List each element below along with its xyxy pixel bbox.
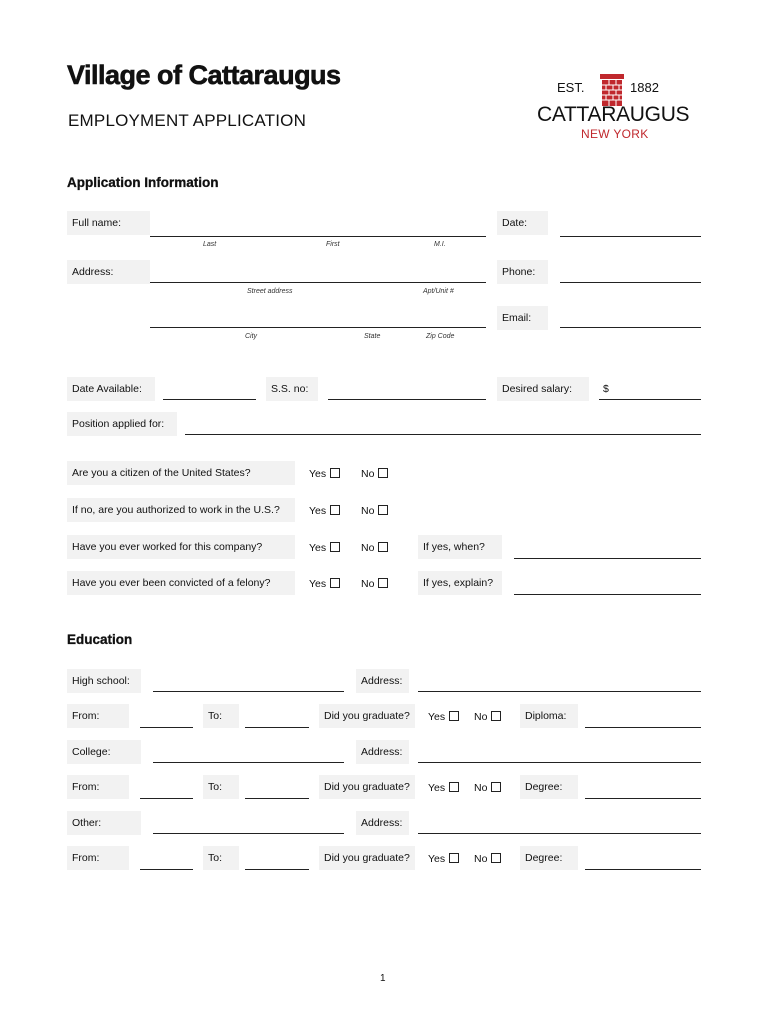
felony-explain-label: If yes, explain? (418, 571, 502, 595)
other-school-field[interactable] (153, 833, 344, 834)
yes-label: Yes (428, 711, 446, 723)
high-school-to-label: To: (203, 704, 239, 728)
phone-field[interactable] (560, 282, 701, 283)
checkbox-icon[interactable] (491, 853, 501, 863)
college-from-field[interactable] (140, 798, 193, 799)
form-subtitle: EMPLOYMENT APPLICATION (68, 111, 307, 130)
college-field[interactable] (153, 762, 344, 763)
question-worked-before: Have you ever worked for this company? (67, 535, 295, 559)
citizen-no-option[interactable] (361, 462, 388, 486)
checkbox-icon[interactable] (330, 542, 340, 552)
checkbox-icon[interactable] (378, 505, 388, 515)
college-to-field[interactable] (245, 798, 309, 799)
other-degree-field[interactable] (585, 869, 701, 870)
no-label: No (474, 782, 488, 794)
dollar-sign: $ (603, 383, 609, 395)
diploma-field[interactable] (585, 727, 701, 728)
college-graduate-label: Did you graduate? (319, 775, 415, 799)
date-available-field[interactable] (163, 399, 256, 400)
date-available-label: Date Available: (67, 377, 155, 401)
other-school-label: Other: (67, 811, 141, 835)
high-school-to-field[interactable] (245, 727, 309, 728)
other-address-field[interactable] (418, 833, 701, 834)
full-name-field[interactable] (150, 236, 486, 237)
high-school-yes-option[interactable] (428, 705, 459, 729)
desired-salary-label: Desired salary: (497, 377, 589, 401)
position-label: Position applied for: (67, 412, 177, 436)
desired-salary-field[interactable] (599, 399, 701, 400)
date-label: Date: (497, 211, 548, 235)
authorized-yes-option[interactable] (309, 499, 340, 523)
chimney-icon (598, 74, 626, 106)
college-yes-option[interactable] (428, 776, 459, 800)
citizen-yes-option[interactable] (309, 462, 340, 486)
worked-no-option[interactable] (361, 536, 388, 560)
street-address-field[interactable] (150, 282, 486, 283)
yes-label: Yes (428, 782, 446, 794)
college-no-option[interactable] (474, 776, 501, 800)
question-citizen: Are you a citizen of the United States? (67, 461, 295, 485)
mi-caption: M.I. (434, 241, 446, 248)
yes-label: Yes (309, 468, 327, 480)
yes-label: Yes (428, 853, 446, 865)
high-school-label: High school: (67, 669, 141, 693)
page-number: 1 (380, 973, 386, 984)
high-school-no-option[interactable] (474, 705, 501, 729)
city-caption: City (245, 333, 258, 340)
no-label: No (361, 578, 375, 590)
college-address-field[interactable] (418, 762, 701, 763)
yes-label: Yes (309, 542, 327, 554)
high-school-field[interactable] (153, 691, 344, 692)
no-label: No (474, 711, 488, 723)
yes-label: Yes (309, 505, 327, 517)
section-heading-education: Education (67, 632, 133, 647)
page-title: Village of Cattaraugus (67, 60, 341, 90)
other-from-field[interactable] (140, 869, 193, 870)
other-address-label: Address: (356, 811, 409, 835)
high-school-graduate-label: Did you graduate? (319, 704, 415, 728)
other-yes-option[interactable] (428, 847, 459, 871)
high-school-address-label: Address: (356, 669, 409, 693)
other-graduate-label: Did you graduate? (319, 846, 415, 870)
no-label: No (361, 468, 375, 480)
high-school-from-label: From: (67, 704, 129, 728)
email-label: Email: (497, 306, 548, 330)
felony-yes-option[interactable] (309, 572, 340, 596)
apt-unit-caption: Apt/Unit # (423, 288, 454, 295)
checkbox-icon[interactable] (449, 711, 459, 721)
worked-when-label: If yes, when? (418, 535, 502, 559)
other-from-label: From: (67, 846, 129, 870)
checkbox-icon[interactable] (330, 468, 340, 478)
logo-est: EST. (557, 80, 585, 95)
checkbox-icon[interactable] (449, 853, 459, 863)
address-label: Address: (67, 260, 150, 284)
diploma-label: Diploma: (520, 704, 578, 728)
logo-year: 1882 (630, 80, 659, 95)
college-label: College: (67, 740, 141, 764)
state-caption: State (364, 333, 381, 340)
other-no-option[interactable] (474, 847, 501, 871)
other-to-label: To: (203, 846, 239, 870)
felony-explain-field[interactable] (514, 594, 701, 595)
logo-name: CATTARAUGUS (537, 103, 690, 126)
college-degree-field[interactable] (585, 798, 701, 799)
checkbox-icon[interactable] (378, 578, 388, 588)
ssn-field[interactable] (328, 399, 486, 400)
worked-when-field[interactable] (514, 558, 701, 559)
college-degree-label: Degree: (520, 775, 578, 799)
section-heading-application: Application Information (67, 175, 219, 190)
college-to-label: To: (203, 775, 239, 799)
no-label: No (361, 505, 375, 517)
checkbox-icon[interactable] (449, 782, 459, 792)
other-degree-label: Degree: (520, 846, 578, 870)
street-address-caption: Street address (247, 288, 293, 295)
authorized-no-option[interactable] (361, 499, 388, 523)
other-to-field[interactable] (245, 869, 309, 870)
question-authorized: If no, are you authorized to work in the U.S.? (67, 498, 295, 522)
last-name-caption: Last (203, 241, 217, 248)
city-state-zip-field[interactable] (150, 327, 486, 328)
position-field[interactable] (185, 434, 701, 435)
checkbox-icon[interactable] (330, 578, 340, 588)
felony-no-option[interactable] (361, 572, 388, 596)
high-school-from-field[interactable] (140, 727, 193, 728)
question-felony: Have you ever been convicted of a felony? (67, 571, 295, 595)
worked-yes-option[interactable] (309, 536, 340, 560)
no-label: No (361, 542, 375, 554)
college-from-label: From: (67, 775, 129, 799)
date-field[interactable] (560, 236, 701, 237)
email-field[interactable] (560, 327, 701, 328)
checkbox-icon[interactable] (491, 711, 501, 721)
full-name-label: Full name: (67, 211, 150, 235)
phone-label: Phone: (497, 260, 548, 284)
first-name-caption: First (326, 241, 340, 248)
zip-caption: Zip Code (426, 333, 455, 340)
checkbox-icon[interactable] (330, 505, 340, 515)
college-address-label: Address: (356, 740, 409, 764)
checkbox-icon[interactable] (378, 542, 388, 552)
logo-state: NEW YORK (581, 127, 649, 141)
ssn-label: S.S. no: (266, 377, 318, 401)
checkbox-icon[interactable] (491, 782, 501, 792)
yes-label: Yes (309, 578, 327, 590)
high-school-address-field[interactable] (418, 691, 701, 692)
no-label: No (474, 853, 488, 865)
checkbox-icon[interactable] (378, 468, 388, 478)
